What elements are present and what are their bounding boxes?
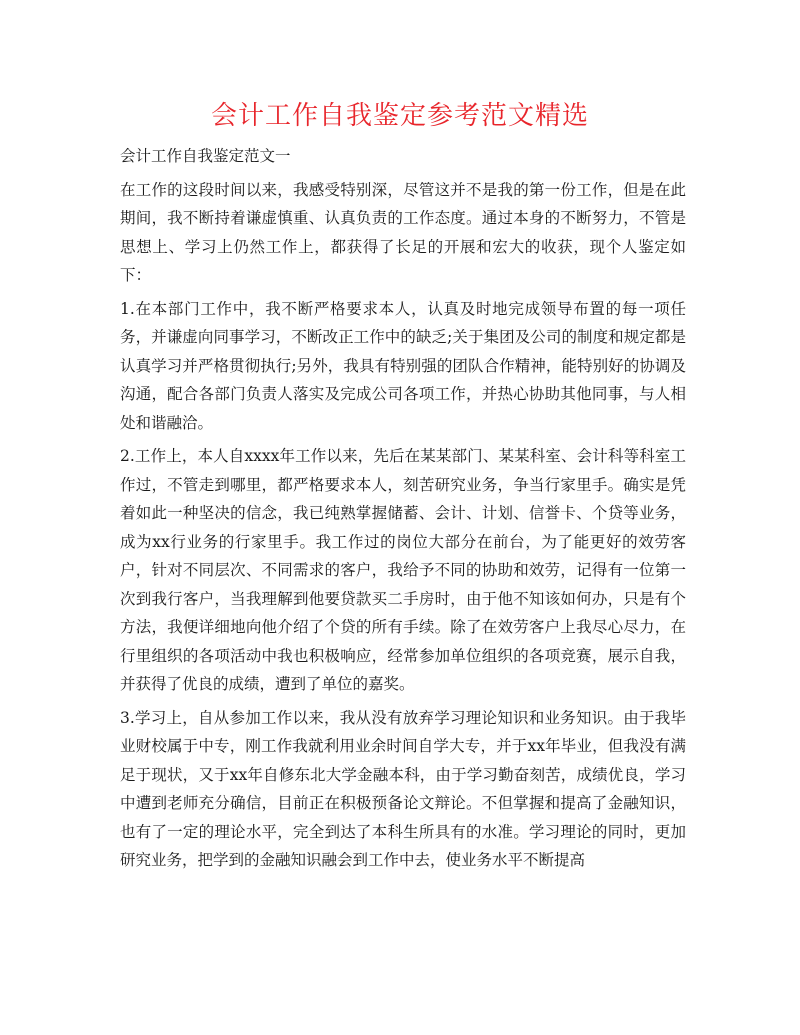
paragraph-item-1: 1.在本部门工作中，我不断严格要求本人，认真及时地完成领导布置的每一项任务，并谦虚向同事学习，不断改正工作中的缺乏;关于集团及公司的制度和规定都是认真学习并严格贯彻执行;另外，我具有特别强的团队合作精神，能特别好的协调及沟通，配合各部门负责人落实及完成公司各项工作，并热心协助其他同事，与人相处和谐融洽。: [120, 299, 686, 432]
section-subtitle: 会计工作自我鉴定范文一: [120, 147, 291, 165]
intro-paragraph: 在工作的这段时间以来，我感受特别深，尽管这并不是我的第一份工作，但是在此期间，我不断持着谦虚慎重、认真负责的工作态度。通过本身的不断努力，不管是思想上、学习上仍然工作上，都获得了长足的开展和宏大的收获，现个人鉴定如下：: [120, 180, 686, 284]
document-title: 会计工作自我鉴定参考范文精选: [210, 101, 589, 131]
paragraph-item-2: 2.工作上，本人自xxxx年工作以来，先后在某某部门、某某科室、会计科等科室工作过，不管走到哪里，都严格要求本人，刻苦研究业务，争当行家里手。确实是凭着如此一种坚决的信念，我已纯熟掌握储蓄、会计、计划、信誉卡、个贷等业务，成为xx行业务的行家里手。我工作过的岗位大部分在前台，为了能更好的效劳客户，针对不同层次、不同需求的客户，我给予不同的协助和效劳，记得有一位第一次到我行客户，当我理解到他要贷款买二手房时，由于他不知该如何办，只是有个方法，我便详细地向他介绍了个贷的所有手续。除了在效劳客户上我尽心尽力，在行里组织的各项活动中我也积极响应，经常参加单位组织的各项竞赛，展示自我，并获得了优良的成绩，遭到了单位的嘉奖。: [120, 447, 686, 693]
paragraph-item-3: 3.学习上，自从参加工作以来，我从没有放弃学习理论知识和业务知识。由于我毕业财校属于中专，刚工作我就利用业余时间自学大专，并于xx年毕业，但我没有满足于现状，又于xx年自修东北大学金融本科，由于学习勤奋刻苦，成绩优良，学习中遭到老师充分确信，目前正在积极预备论文辩论。不但掌握和提高了金融知识，也有了一定的理论水平，完全到达了本科生所具有的水准。学习理论的同时，更加研究业务，把学到的金融知识融会到工作中去，使业务水平不断提高: [120, 708, 686, 869]
document-body: [120, 142, 686, 880]
